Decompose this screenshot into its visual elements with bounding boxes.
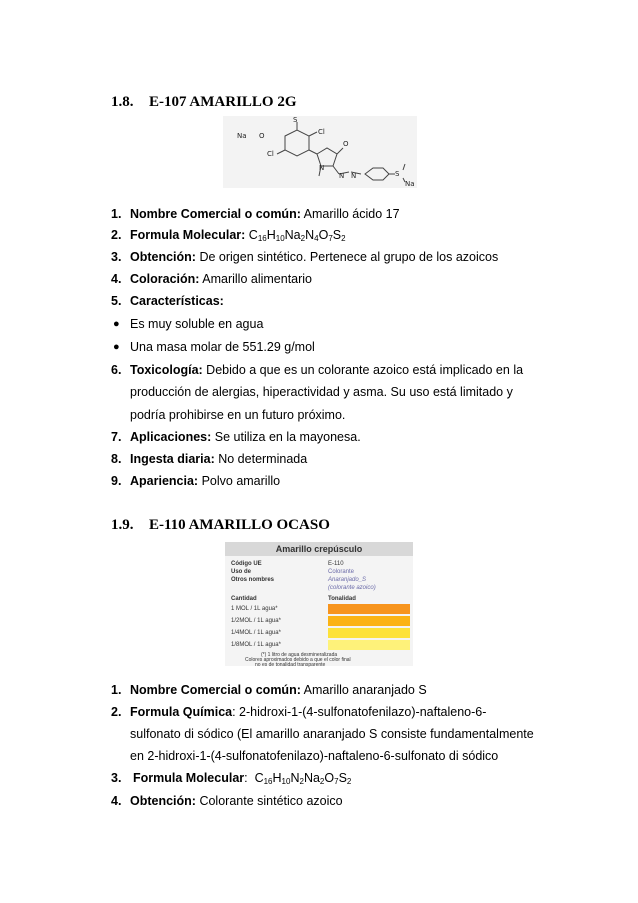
list-number: 6. [111,363,122,377]
molecule-label: N [319,164,325,172]
table-footnote: no es de tonalidad transparente [255,662,326,668]
formula-subscript: 10 [275,234,285,243]
item-label: Nombre Comercial o común: [130,207,301,221]
section-title: E-110 AMARILLO OCASO [149,517,330,533]
molecule-label: Cl [318,128,325,136]
list-number: 5. [111,294,122,308]
item-label: Obtención: [130,794,196,808]
list-item [130,794,343,808]
formula-subscript: 4 [314,234,319,243]
list-number: 3. [111,771,122,785]
table-title: Amarillo crepúsculo [225,542,413,556]
table-key: Otros nombres [231,577,275,583]
item-label: Toxicología: [130,363,203,377]
molecule-label: O [343,140,349,148]
list-item [130,474,280,488]
quantity-label: 1/4MOL / 1L agua* [231,630,281,636]
list-number: 2. [111,705,122,719]
color-swatch [328,604,410,614]
list-number: 8. [111,452,122,466]
formula-element: S [332,228,342,242]
item-label: Nombre Comercial o común: [130,683,301,697]
section-number: 1.9. [111,517,134,533]
formula-element: N [290,771,300,785]
chemical-structure-image [223,116,417,188]
list-item [130,207,400,221]
formula-subscript: 2 [300,234,306,243]
item-label: Ingesta diaria: [130,452,215,466]
section-heading-e107 [111,94,297,111]
list-item [130,452,307,466]
toxicology-text: podría prohibirse en un futuro próximo. [130,408,346,422]
formula-subscript: 2 [299,777,304,786]
item-value: Se utiliza en la mayonesa. [214,430,361,444]
formula-element: Na [303,771,320,785]
formula-element: C [248,228,258,242]
item-value: : 2-hidroxi-1-(4-sulfonatofenilazo)-naftaleno-6- [232,705,487,719]
list-item [130,228,346,243]
section-heading-e110 [111,517,330,534]
item-value: Colorante sintético azoico [199,794,343,808]
item-label: Obtención: [130,250,196,264]
table-value: Colorante [328,569,355,575]
table-value: E-110 [328,561,344,567]
molecule-drawing [223,116,417,188]
formula-element: N [305,228,315,242]
color-table-image [225,542,413,666]
list-number: 4. [111,272,122,286]
list-item [130,430,361,444]
list-number: 1. [111,207,122,221]
color-swatch [328,640,410,650]
formula-element: H [266,228,276,242]
item-label: Formula Molecular: [130,228,246,242]
bullet-icon: ● [113,341,120,353]
formula-subscript: 2 [319,777,325,786]
list-number: 2. [111,228,122,242]
bullet-icon: ● [113,318,120,330]
table-value: Anaranjado_S [328,577,367,583]
bullet-text: Es muy soluble en agua [130,317,264,331]
list-item [130,250,498,264]
item-label: Coloración: [130,272,200,286]
formula-subscript: 2 [346,777,352,786]
molecule-label: N [351,172,357,180]
list-number: 9. [111,474,122,488]
list-item [130,683,427,697]
formula-subscript: 10 [281,777,291,786]
quantity-label: 1/2MOL / 1L agua* [231,618,281,624]
color-swatch [328,628,410,638]
section-number: 1.8. [111,94,134,110]
list-item [130,294,224,308]
item-label: Formula Química [130,705,233,719]
chem-text: en 2-hidroxi-1-(4-sulfonatofenilazo)-naftaleno-6-sulfonato di sódico [130,749,499,763]
formula-value [255,771,352,785]
table-footnote: Colores aproximados debido a que el color final [245,657,351,663]
list-item [130,705,486,719]
formula-element: S [338,771,347,785]
item-label: Características: [130,294,224,308]
section-title: E-107 AMARILLO 2G [149,94,297,110]
molecule-label: Na [237,132,247,140]
formula-subscript: 2 [341,234,346,243]
formula-element: Na [284,228,301,242]
list-number: 7. [111,430,122,444]
formula-subscript: 16 [263,777,273,786]
formula-subscript: 16 [257,234,267,243]
column-header-cantidad: Cantidad [231,596,257,602]
item-label: Formula Molecular [133,771,245,785]
list-number: 4. [111,794,122,808]
separator: : [244,771,248,785]
chem-text: sulfonato di sódico (El amarillo anaranjado S consiste fundamentalmente [130,727,534,741]
quantity-label: 1/8MOL / 1L agua* [231,642,281,648]
table-key: Uso de [231,569,252,575]
table-footnote: (*) 1 litro de agua desmineralizada [261,652,338,658]
formula-subscript: 7 [334,777,339,786]
formula-element: O [324,771,335,785]
item-value: No determinada [218,452,308,466]
molecule-label: Cl [267,150,274,158]
toxicology-text: producción de alergias, hiperactividad y asma. Su uso está limitado y [130,385,513,399]
molecule-label: O [259,132,265,140]
formula-element: H [272,771,282,785]
molecule-label: Na [405,180,415,188]
formula-value [249,228,346,242]
item-value: Amarillo ácido 17 [303,207,400,221]
item-label: Apariencia: [130,474,199,488]
item-label: Aplicaciones: [130,430,212,444]
list-item [133,771,351,786]
toxicology-line [130,363,548,377]
item-value: De origen sintético. Pertenece al grupo de los azoicos [199,250,499,264]
formula-element: O [318,228,329,242]
item-value: Amarillo alimentario [202,272,313,286]
formula-element: C [254,771,264,785]
list-number: 3. [111,250,122,264]
table-key: Código UE [231,561,262,567]
molecule-label: S [293,116,298,124]
list-item [130,272,312,286]
item-value: Polvo amarillo [201,474,281,488]
toxicology-text: Debido a que es un colorante azoico está implicado en la [206,363,524,377]
quantity-label: 1 MOL / 1L agua* [231,606,278,612]
table-value: (colorante azoico) [328,585,376,591]
column-header-tonalidad: Tonalidad [328,596,356,602]
list-number: 1. [111,683,122,697]
color-swatch [328,616,410,626]
bullet-text: Una masa molar de 551.29 g/mol [130,340,315,354]
molecule-label: N [339,172,345,180]
item-value: Amarillo anaranjado S [303,683,427,697]
formula-subscript: 7 [328,234,333,243]
molecule-label: S [395,170,400,178]
